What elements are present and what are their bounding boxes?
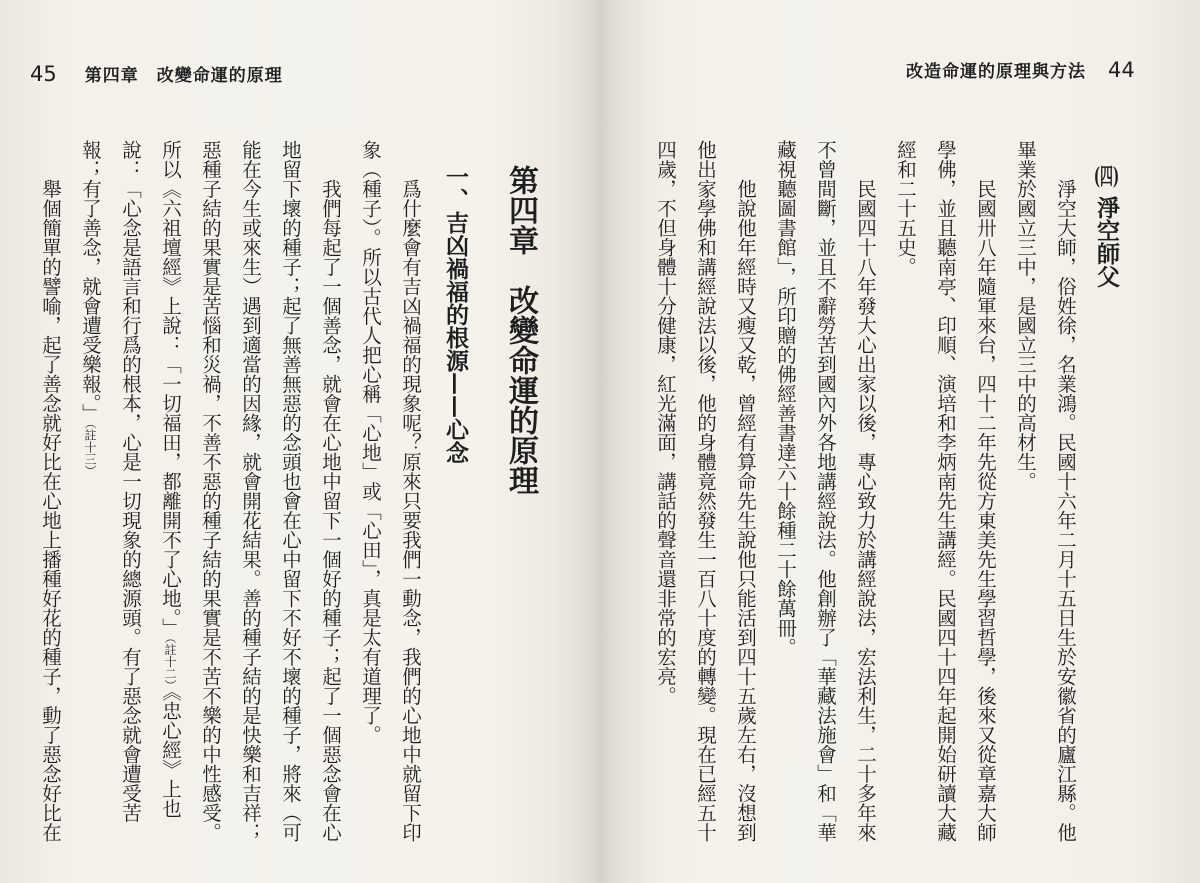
section-title: 淨空師父 (1093, 196, 1120, 288)
text-column: 四歲，不但身體十分健康，紅光滿面，講話的聲音還非常的宏亮。 (654, 140, 677, 706)
paragraph (30, 140, 70, 860)
text-column: 爲什麼會有吉凶禍福的現象呢？原來只要我們一動念，我們的心地中就留下印 (399, 179, 422, 842)
body-text (30, 140, 430, 860)
running-title: 改造命運的原理與方法 (906, 62, 1086, 82)
page-header-right (906, 56, 1135, 86)
paragraph (350, 140, 430, 860)
paragraph (765, 140, 885, 860)
page-header-left (30, 60, 283, 90)
text-column: 舉個簡單的譬喻，起了善念就好比在心地上播種好花的種子，動了惡念好比在 (39, 179, 62, 842)
text-column: 民國卅八年隨軍來台，四十二年先從方東美先生學習哲學，後來又從章嘉大師 (974, 179, 997, 842)
text-column: 學佛，並且聽南亭、印順、演培和李炳南先生講經。民國四十四年起開始研讀大藏 (934, 140, 957, 842)
text-run: 報；有了善念，就會遭受樂報。」 (79, 140, 102, 423)
running-title: 第四章 改變命運的原理 (84, 66, 283, 86)
body-text (645, 140, 1085, 860)
text-column: 民國四十八年發大心出家以後，專心致力於講經說法，宏法利生，二十多年來 (854, 179, 877, 842)
text-run: 《忠心經》上也 (159, 691, 182, 818)
page-number: 45 (30, 62, 57, 86)
text-column: 惡種子結的果實是苦惱和災禍，不善不惡的種子結的果實是不苦不樂的中性感受。 (199, 140, 222, 842)
text-run: 所以《六祖壇經》上說：「一切福田，都離開不了心地。」 (159, 140, 182, 638)
right-page (600, 0, 1200, 883)
text-column: 說：「心念是語言和行爲的根本，心是一切現象的總源頭。有了惡念就會遭受苦 (119, 140, 142, 823)
text-column: 經和二十五史。 (894, 140, 917, 277)
footnote-ref: （註十二） (163, 637, 177, 692)
footnote-ref: （註十三） (83, 422, 97, 477)
text-column: 他出家學佛和講經說法以後，他的身體竟然發生一百八十度的轉變。現在已經五十 (694, 140, 717, 842)
section-heading: 一、吉凶禍福的根源——心念 (442, 165, 469, 464)
paragraph (645, 140, 765, 860)
text-column: 他說他年經時又瘦又乾，曾經有算命先生說他只能活到四十五歲左右，沒想到 (734, 179, 757, 842)
chapter-title: 第四章 改變命運的原理 (503, 165, 538, 495)
paragraph (70, 140, 350, 860)
text-column (150, 140, 190, 860)
left-page (0, 0, 598, 883)
text-column: 不曾間斷，並且不辭勞苦到國內外各地講經說法。他創辦了「華藏法施會」和「華 (814, 140, 837, 842)
text-column (70, 140, 110, 860)
text-column: 畢業於國立三中，是國立三中的高材生。 (1014, 140, 1037, 491)
text-column: 象（種子）。所以古代人把心稱「心地」或「心田」，真是太有道理了。 (359, 140, 382, 745)
section-number: (四) (1093, 165, 1120, 188)
section-heading (1088, 165, 1124, 325)
text-column: 藏視聽圖書館」，所印贈的佛經善書達六十餘種二十餘萬冊。 (774, 140, 797, 657)
page-number: 44 (1108, 58, 1135, 82)
paragraph (885, 140, 1005, 860)
text-column: 地留下壞的種子；起了無善無惡的念頭也會在心中留下不好不壞的種子，將來（可 (279, 140, 302, 842)
text-column: 淨空大師，俗姓徐，名業鴻。民國十六年二月十五日生於安徽省的廬江縣。他 (1054, 179, 1077, 842)
text-column: 能在今生或來生）遇到適當的因緣，就會開花結果。善的種子結的是快樂和吉祥； (239, 140, 262, 842)
text-column: 我們每起了一個善念，就會在心地中留下一個好的種子；起了一個惡念會在心 (319, 179, 342, 842)
paragraph (1005, 140, 1085, 860)
